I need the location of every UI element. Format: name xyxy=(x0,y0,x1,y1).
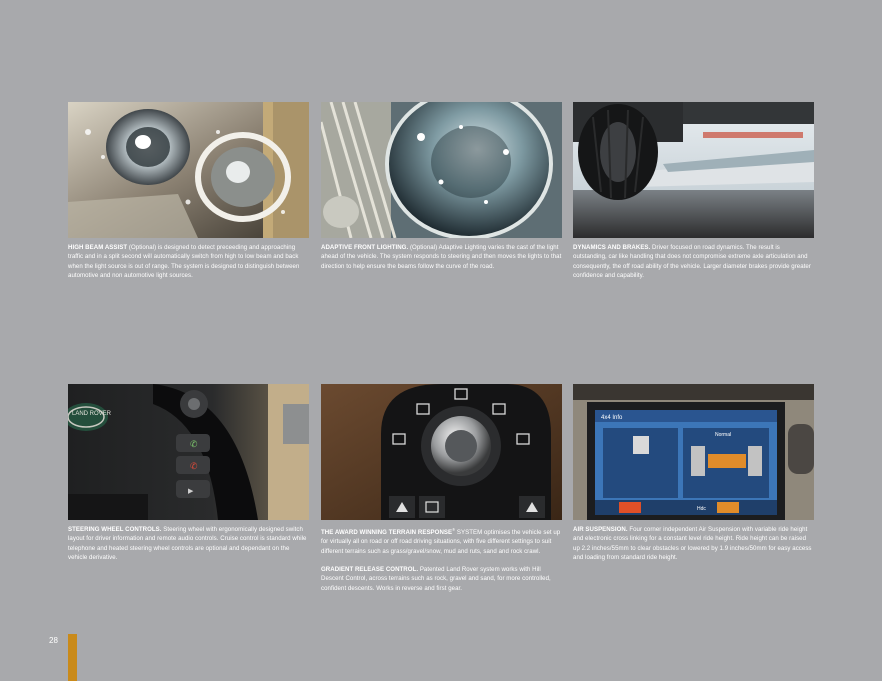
screen-mode: Normal xyxy=(715,432,732,438)
feature-text: (Optional) Adaptive Lighting varies the cast of the light ahead of the vehicle. The system responds to steering and then moves the lights to that direction to help ensure the beams follow the curve of the road. xyxy=(321,244,562,270)
feature-heading: HIGH BEAM ASSIST xyxy=(68,244,128,251)
adaptive-headlamp-photo xyxy=(321,102,562,238)
screen-title: 4x4 Info xyxy=(601,415,623,421)
feature-caption xyxy=(321,525,562,593)
page-number: 28 xyxy=(49,636,58,645)
feature-text: Steering wheel with ergonomically designed switch layout for driver information and remote audio controls. Cruise control is standard while telephone and heated steering wheel controls are optional and dependant on the vehicle derivative. xyxy=(68,526,307,561)
feature-text: Four corner independent Air Suspension with variable ride height and electronic cross linking for a constant level ride height. Ride height can be raised up 2.2 inches/55mm to clear obstacles or lowered by 1.9 inches/50mm for easy access and loading from standard ride height. xyxy=(573,526,812,561)
svg-text:✆: ✆ xyxy=(190,439,198,449)
wheel-on-road-photo xyxy=(573,102,814,238)
terrain-response-dial-photo xyxy=(321,384,562,520)
feature-heading: AIR SUSPENSION. xyxy=(573,526,628,533)
feature-caption xyxy=(573,525,814,562)
steering-wheel-controls-photo xyxy=(68,384,309,520)
air-suspension-screen-photo xyxy=(573,384,814,520)
feature-text: (Optional) is designed to detect preceeding and approaching traffic and in a split second will automatically switch from high to low beam and back when the light source is out of range. The system is designed to distinguish between automotive and non automotive light sources. xyxy=(68,244,300,279)
feature-text: Driver focused on road dynamics. The result is outstanding, car like handling that does not compromise extreme axle articulation and consequently, the off road ability of the vehicle. Larger diameter brakes provide greater confidence and capability. xyxy=(573,244,811,279)
feature-tile-air-suspension xyxy=(573,384,814,562)
screen-hdc-label: Hdc xyxy=(697,506,706,512)
feature-heading: ADAPTIVE FRONT LIGHTING. xyxy=(321,244,409,251)
svg-text:▶: ▶ xyxy=(188,488,194,495)
feature-text-secondary: Patented Land Rover system works with Hill Descent Control, across terrains such as rock, gravel and sand, for more controlled, confident descents. Works in reverse and first gear. xyxy=(321,565,551,592)
feature-heading: THE AWARD WINNING TERRAIN RESPONSE xyxy=(321,529,453,537)
feature-caption xyxy=(321,243,562,271)
accent-bar xyxy=(68,634,77,681)
svg-text:✆: ✆ xyxy=(190,461,198,471)
trademark-mark: ® xyxy=(452,527,456,532)
feature-tile-high-beam xyxy=(68,102,309,280)
feature-caption xyxy=(573,243,814,280)
feature-tile-dynamics xyxy=(573,102,814,280)
land-rover-badge: LAND ROVER xyxy=(72,411,112,417)
feature-heading: STEERING WHEEL CONTROLS. xyxy=(68,526,162,533)
feature-tile-terrain-response xyxy=(321,384,562,602)
feature-heading-secondary: GRADIENT RELEASE CONTROL. xyxy=(321,565,419,573)
feature-caption xyxy=(68,525,309,562)
feature-tile-adaptive-lighting xyxy=(321,102,562,271)
feature-caption xyxy=(68,243,309,280)
feature-text: SYSTEM optimises the vehicle set up for virtually all on road or off road driving situations, with five different settings to suit different terrains such as grass/gravel/snow, mud and ruts, sand and rock crawl. xyxy=(321,529,561,555)
headlamp-cluster-photo xyxy=(68,102,309,238)
feature-heading: DYNAMICS AND BRAKES. xyxy=(573,244,651,251)
feature-tile-steering-controls xyxy=(68,384,309,562)
